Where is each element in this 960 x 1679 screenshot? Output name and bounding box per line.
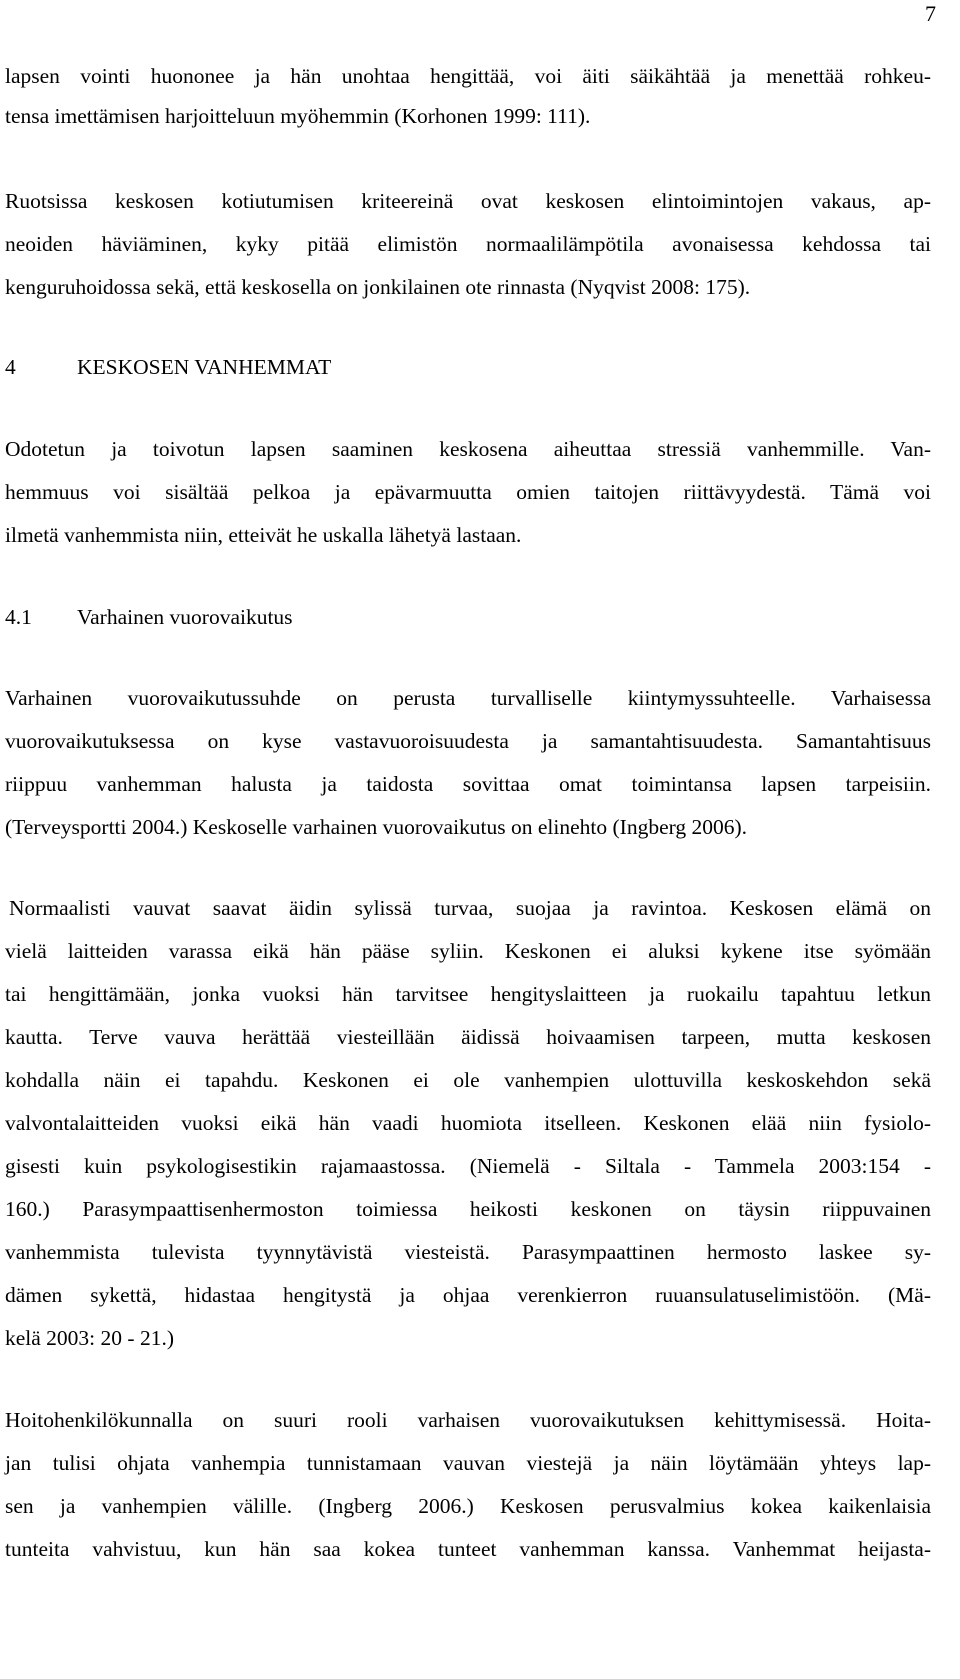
paragraph-line: kohdalla näin ei tapahdu. Keskonen ei ole vanhempien ulottuvilla keskoskehdon sekä [5, 1068, 931, 1092]
paragraph-line: neoiden häviäminen, kyky pitää elimistön normaalilämpötila avonaisessa kehdossa tai [5, 232, 931, 256]
paragraph-line: valvontalaitteiden vuoksi eikä hän vaadi huomiota itselleen. Keskonen elää niin fysiolo- [5, 1111, 931, 1135]
paragraph-line: vanhemmista tulevista tyynnytävistä viesteistä. Parasympaattinen hermosto laskee sy- [5, 1240, 931, 1264]
paragraph-line: sen ja vanhempien välille. (Ingberg 2006.) Keskosen perusvalmius kokea kaikenlaisia [5, 1494, 931, 1518]
paragraph-line: tensa imettämisen harjoitteluun myöhemmin (Korhonen 1999: 111). [5, 104, 591, 128]
paragraph-line: hemmuus voi sisältää pelkoa ja epävarmuutta omien taitojen riittävyydestä. Tämä voi [5, 480, 931, 504]
paragraph-line: tai hengittämään, jonka vuoksi hän tarvitsee hengityslaitteen ja ruokailu tapahtuu letkun [5, 982, 931, 1006]
paragraph-line: Hoitohenkilökunnalla on suuri rooli varhaisen vuorovaikutuksen kehittymisessä. Hoita- [5, 1408, 931, 1432]
paragraph-line: jan tulisi ohjata vanhempia tunnistamaan vauvan viestejä ja näin löytämään yhteys lap- [5, 1451, 931, 1475]
paragraph-line: lapsen vointi huononee ja hän unohtaa hengittää, voi äiti säikähtää ja menettää rohkeu- [5, 64, 931, 88]
paragraph-line: kelä 2003: 20 - 21.) [5, 1326, 174, 1350]
section-number: 4.1 [5, 605, 32, 629]
paragraph-line: Odotetun ja toivotun lapsen saaminen keskosena aiheuttaa stressiä vanhemmille. Van- [5, 437, 931, 461]
paragraph-line: gisesti kuin psykologisestikin rajamaastossa. (Niemelä - Siltala - Tammela 2003:154 - [5, 1154, 931, 1178]
paragraph-line: tunteita vahvistuu, kun hän saa kokea tunteet vanhemman kanssa. Vanhemmat heijasta- [5, 1537, 931, 1561]
paragraph-line: Varhainen vuorovaikutussuhde on perusta turvalliselle kiintymyssuhteelle. Varhaisessa [5, 686, 931, 710]
paragraph-line: kautta. Terve vauva herättää viesteillään äidissä hoivaamisen tarpeen, mutta keskosen [5, 1025, 931, 1049]
paragraph-line: Ruotsissa keskosen kotiutumisen kriteereinä ovat keskosen elintoimintojen vakaus, ap- [5, 189, 931, 213]
section-heading [5, 353, 331, 381]
section-title: Varhainen vuorovaikutus [77, 605, 293, 629]
paragraph-line: Normaalisti vauvat saavat äidin sylissä turvaa, suojaa ja ravintoa. Keskosen elämä on [9, 896, 931, 920]
paragraph-line: vielä laitteiden varassa eikä hän pääse syliin. Keskonen ei aluksi kykene itse syömään [5, 939, 931, 963]
page-number: 7 [925, 1, 936, 26]
paragraph-line: (Terveysportti 2004.) Keskoselle varhainen vuorovaikutus on elinehto (Ingberg 2006). [5, 815, 748, 839]
section-title: KESKOSEN VANHEMMAT [77, 355, 332, 379]
paragraph-line: kenguruhoidossa sekä, että keskosella on jonkilainen ote rinnasta (Nyqvist 2008: 175). [5, 275, 751, 299]
subsection-heading [5, 603, 293, 631]
paragraph-line: dämen sykettä, hidastaa hengitystä ja ohjaa verenkierron ruuansulatuselimistöön. (Mä- [5, 1283, 931, 1307]
section-number: 4 [5, 355, 16, 379]
paragraph-line: riippuu vanhemman halusta ja taidosta sovittaa omat toimintansa lapsen tarpeisiin. [5, 772, 931, 796]
paragraph-line: 160.) Parasympaattisenhermoston toimiessa heikosti keskonen on täysin riippuvainen [5, 1197, 931, 1221]
paragraph-line: ilmetä vanhemmista niin, etteivät he uskalla lähetyä lastaan. [5, 523, 522, 547]
paragraph-line: vuorovaikutuksessa on kyse vastavuoroisuudesta ja samantahtisuudesta. Samantahtisuus [5, 729, 931, 753]
